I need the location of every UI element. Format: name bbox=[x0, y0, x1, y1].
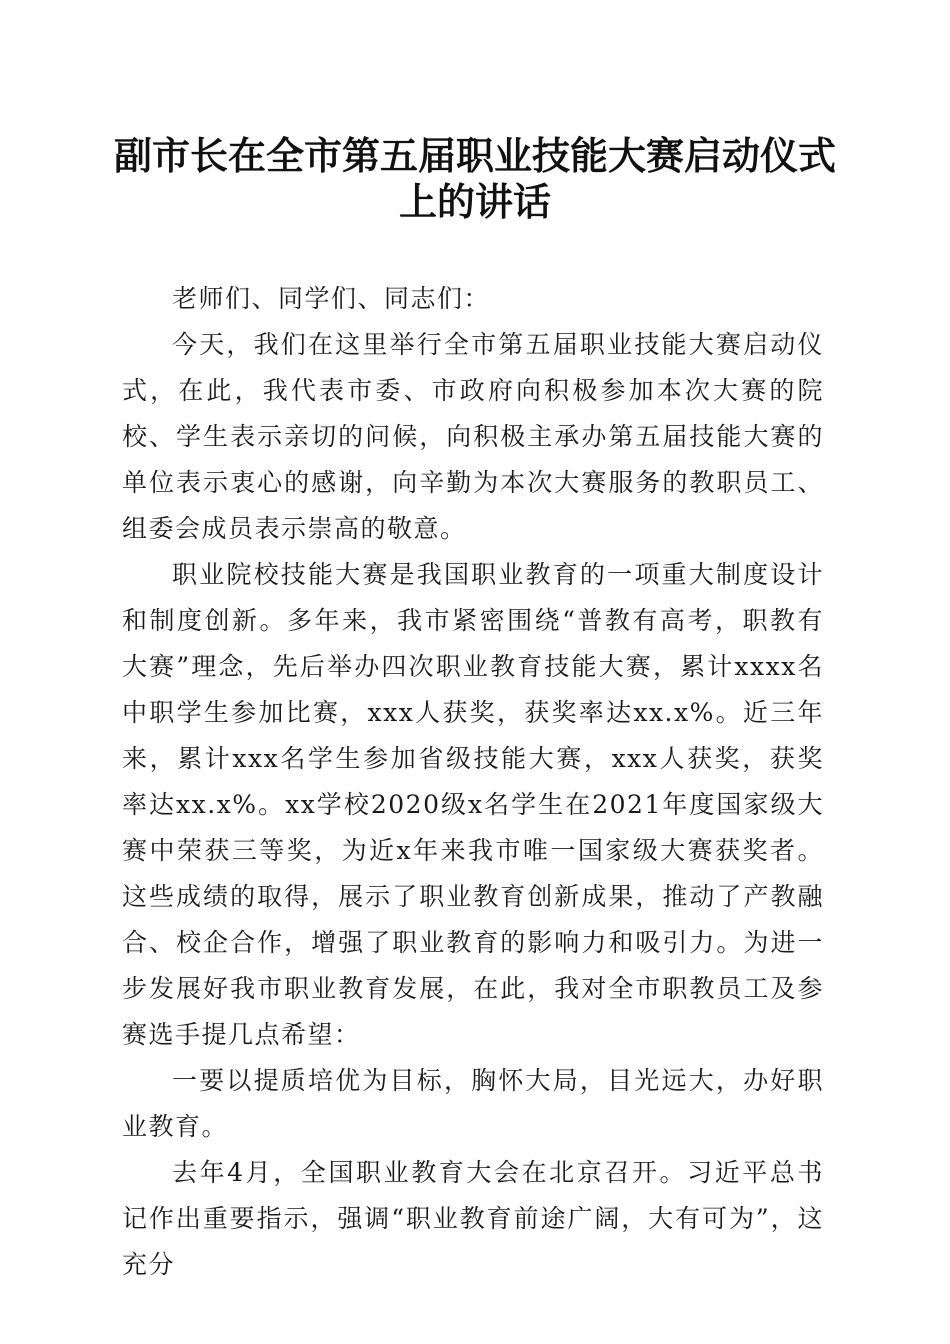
first-point-heading: 一要以提质培优为目标，胸怀大局，目光远大，办好职业教育。 bbox=[122, 1066, 824, 1141]
achievements-paragraph: 职业院校技能大赛是我国职业教育的一项重大制度设计和制度创新。多年来，我市紧密围绕“普教有高考，职教有大赛”理念，先后举办四次职业教育技能大赛，累计xxxx名中职学生参加比赛，xxx人获奖，获奖率达xx.x%。近三年来，累计xxx名学生参加省级技能大赛，xxx人获奖，获奖率达xx.x%。xx学校2020级x名学生在2021年度国家级大赛中荣获三等奖，为近x年来我市唯一国家级大赛获奖者。这些成绩的取得，展示了职业教育创新成果，推动了产教融合、校企合作，增强了职业教育的影响力和吸引力。为进一步发展好我市职业教育发展，在此，我对全市职教员工及参赛选手提几点希望： bbox=[122, 560, 824, 1049]
document-title: 副市长在全市第五届职业技能大赛启动仪式上的讲话 bbox=[113, 134, 836, 224]
first-point-paragraph: 去年4月，全国职业教育大会在北京召开。习近平总书记作出重要指示，强调“职业教育前途广阔，大有可为”，这充分 bbox=[122, 1158, 824, 1279]
document-body bbox=[122, 276, 824, 1288]
salutation-paragraph: 老师们、同学们、同志们： bbox=[172, 284, 491, 313]
opening-paragraph: 今天，我们在这里举行全市第五届职业技能大赛启动仪式，在此，我代表市委、市政府向积极参加本次大赛的院校、学生表示亲切的问候，向积极主承办第五届技能大赛的单位表示衷心的感谢，向辛勤为本次大赛服务的教职员工、组委会成员表示崇高的敬意。 bbox=[122, 330, 824, 543]
